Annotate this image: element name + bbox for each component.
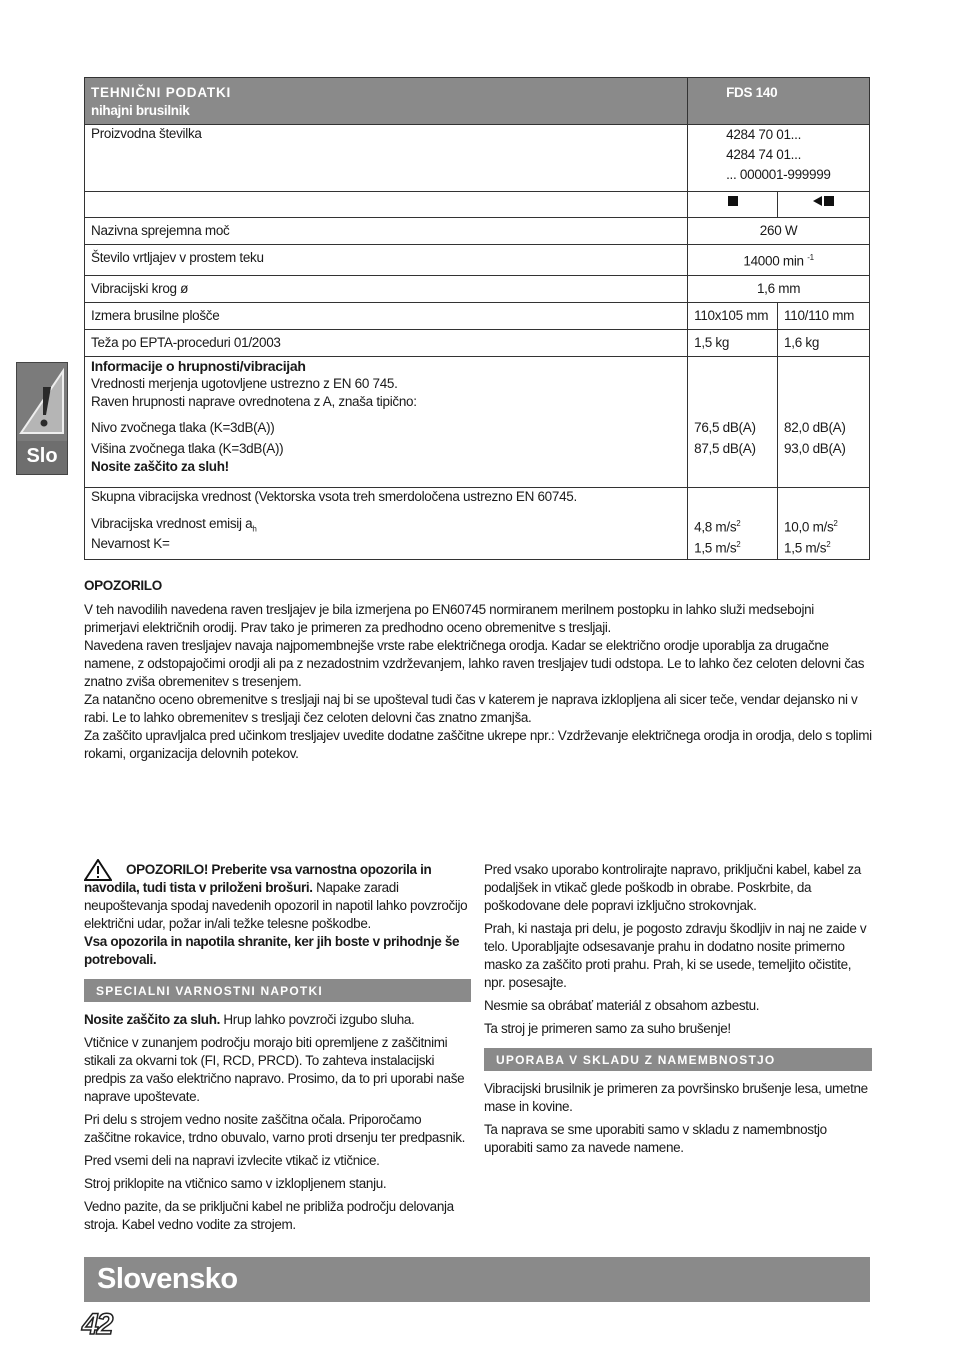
- model-name: FDS 140: [726, 85, 778, 100]
- vibration-warning-paragraph: V teh navodilih navedena raven tresljajev je bila izmerjena po EN60745 normiranem merilnem postopku in lahko služi medsebojni primerjavi električnih orodij. Prav tako je primeren za predhodno oceno obremenitve s tresljaji.: [84, 602, 814, 635]
- technical-data-table: [84, 77, 870, 560]
- language-footer-bar: Slovensko: [84, 1257, 870, 1302]
- unit-exponent: 2: [826, 540, 831, 549]
- intended-use-paragraph: Ta naprava se sme uporabiti samo v skladu z namembnostjo uporabiti samo za navede namene.: [484, 1122, 827, 1155]
- rated-power-value: 260 W: [688, 218, 870, 245]
- vibration-emission-subscript: h: [252, 524, 257, 534]
- table-row: [85, 302, 870, 329]
- table-header-title-cell: [85, 78, 688, 125]
- unit-exponent: 2: [736, 518, 741, 528]
- vibration-warning-paragraph: Navedena raven tresljajev navaja najpomembnejše vrste rabe električnega orodja. Kadar se električno orodje uporablja za drugačne namene, z odstopajočimi orodji ali pa z nezadostnim vzdrževanjem, lahko raven tresljajev tudi odstopa. Le to lahko čez celoten delovni čas znatno zviša obremenitev s tresenjem.: [84, 638, 865, 689]
- vibration-values-2: [778, 487, 870, 559]
- pad-size-label: Izmera brusilne plošče: [85, 302, 688, 329]
- part-number-label: Proizvodna številka: [85, 125, 688, 192]
- safety-paragraph: Vedno pazite, da se priključni kabel ne približa področju delovanja stroja. Kabel vedno vodite za strojem.: [84, 1199, 454, 1232]
- keep-instructions-note: Vsa opozorila in napotila shranite, ker jih boste v prihodnje še potrebovali.: [84, 934, 460, 967]
- vibration-emission-value-1: 4,8 m/s: [694, 519, 737, 534]
- noise-info-title: Informacije o hrupnosti/vibracijah: [91, 357, 306, 374]
- vibration-emission-value-2: 10,0 m/s: [784, 519, 834, 534]
- serial-range: ... 000001-999999: [726, 167, 831, 182]
- general-warning-paragraph: [84, 861, 471, 969]
- sound-pressure-value-2: 82,0 dB(A): [784, 419, 846, 435]
- no-load-speed-cell: [688, 245, 870, 276]
- sound-power-label: Višina zvočnega tlaka (K=3dB(A)): [91, 440, 284, 456]
- noise-values-2: [778, 356, 870, 487]
- noise-info-line2: Raven hrupnosti naprave ovrednotena z A, znaša tipično:: [91, 393, 417, 409]
- table-header-row: [85, 78, 870, 125]
- special-safety-section-title: SPECIALNI VARNOSTNI NAPOTKI: [84, 979, 471, 1002]
- safety-paragraph: Pri delu s strojem vedno nosite zaščitna očala. Priporočamo zaščitne rokavice, trdno obuvalo, varno proti drsenju ter predpasnik.: [84, 1112, 466, 1145]
- no-load-speed-unit-exponent: -1: [807, 253, 814, 262]
- rated-power-label: Nazivna sprejemna moč: [85, 218, 688, 245]
- table-row: [85, 245, 870, 276]
- table-header-model-cell: [688, 78, 870, 125]
- intended-use-paragraph: Vibracijski brusilnik je primeren za površinsko brušenje lesa, umetne mase in kovine.: [484, 1081, 868, 1114]
- table-row: [85, 218, 870, 245]
- vibration-values-1: [688, 487, 778, 559]
- table-row: [85, 329, 870, 356]
- vibration-uncertainty-value-2: 1,5 m/s: [784, 540, 827, 556]
- table-row: [85, 125, 870, 192]
- safety-paragraph: Stroj priklopite na vtičnico samo v izklopljenem stanju.: [84, 1176, 387, 1191]
- weight-value-1: 1,5 kg: [688, 329, 778, 356]
- noise-info-line1: Vrednosti merjenja ugotovljene ustrezno z EN 60 745.: [91, 375, 398, 391]
- vibration-title: Skupna vibracijska vrednost (Vektorska vsota treh smerdoločena ustrezno EN 60745.: [91, 488, 577, 504]
- left-column: [84, 861, 471, 1239]
- vibration-cell: [85, 487, 688, 559]
- vibration-warning-paragraph: Za natančno oceno obremenitve s tresljaji naj bi se upošteval tudi čas v katerem je naprava izklopljena ali sicer teče, vendar dejansko ni v rabi. Le to lahko obremenitev s tresljaji čez celoten delovni čas znatno zmanjša.: [84, 692, 858, 725]
- vibration-uncertainty-label: Nevarnost K=: [91, 536, 170, 552]
- orbit-value: 1,6 mm: [688, 275, 870, 302]
- safety-paragraph: Pred vsemi deli na napravi izvlecite vtikač iz vtičnice.: [84, 1153, 380, 1168]
- table-subtitle: nihajni brusilnik: [91, 103, 190, 118]
- no-load-speed-label: Število vrtljajev v prostem teku: [85, 245, 688, 276]
- right-column: [484, 861, 872, 1162]
- vibration-uncertainty-value-1: 1,5 m/s: [694, 540, 737, 556]
- noise-values-1: [688, 356, 778, 487]
- part-number-1: 4284 70 01...: [726, 127, 802, 142]
- pad-size-value-2: 110/110 mm: [778, 302, 870, 329]
- safety-paragraph: Prah, ki nastaja pri delu, je pogosto zdravju škodljiv in naj ne zaide v telo. Uporabljajte odsesavanje prahu in dodatno nosite primerno masko za zaščito proti prahu. Prah, ki se usede, temeljito očistite, npr. posesajte.: [484, 921, 867, 990]
- safety-paragraph: Nesmie sa obrábať materiál z obsahom azbestu.: [484, 998, 760, 1013]
- no-load-speed-value: 14000 min: [743, 253, 804, 269]
- sound-pressure-value-1: 76,5 dB(A): [694, 419, 756, 435]
- intended-use-section-title: UPORABA V SKLADU Z NAMEMBNOSTJO: [484, 1048, 872, 1071]
- table-title: TEHNIČNI PODATKI: [91, 85, 232, 100]
- part-number-values: [688, 125, 870, 192]
- orbit-label: Vibracijski krog ø: [85, 275, 688, 302]
- table-row: [85, 192, 870, 218]
- sound-power-value-1: 87,5 dB(A): [694, 440, 756, 456]
- sound-power-value-2: 93,0 dB(A): [784, 440, 846, 456]
- vibration-warning-paragraph: Za zaščito upravljalca pred učinkom tresljajev uvedite dodatne zaščitne ukrepe npr.: Vzdrževanje električnega orodja in orodja, delo s toplimi rokami, organizacija delovnih potekov.: [84, 728, 872, 761]
- language-side-tab: [16, 362, 68, 475]
- warning-triangle-icon: [84, 859, 112, 886]
- table-row: [85, 356, 870, 487]
- vibration-warning-text: [84, 601, 872, 763]
- square-pad-icon: [688, 192, 778, 218]
- general-warning-text: Napake zaradi neupoštevanja spodaj navedenih opozoril in napotil lahko povzročijo električni udar, požar in/ali težke telesne poškodbe.: [84, 880, 468, 931]
- vibration-warning-title: OPOZORILO: [84, 578, 162, 593]
- ear-protection-text: Hrup lahko povzroči izgubo sluha.: [220, 1012, 415, 1027]
- language-code: Slo: [26, 445, 58, 467]
- safety-paragraph: Ta stroj je primeren samo za suho brušenje!: [484, 1021, 731, 1036]
- unit-exponent: 2: [833, 518, 838, 528]
- table-row: [85, 275, 870, 302]
- unit-exponent: 2: [736, 540, 741, 549]
- vibration-emission-label: Vibracijska vrednost emisij a: [91, 515, 253, 531]
- safety-paragraph: Pred vsako uporabo kontrolirajte napravo, priključni kabel, kabel za podaljšek in vtikač glede poškodb in obrabe. Poskrbite, da poškodovane dele popravi izključno strokovnjak.: [484, 862, 861, 913]
- page-number: 42: [82, 1308, 112, 1341]
- table-row: [85, 487, 870, 559]
- noise-info-cell: [85, 356, 688, 487]
- weight-value-2: 1,6 kg: [778, 329, 870, 356]
- delta-square-pad-icon: [778, 192, 870, 218]
- safety-paragraph: Vtičnice v zunanjem področju morajo biti opremljene z zaščitnimi stikali za okvarni tok (FI, RCD, PRCD). To zahteva instalacijski predpis za vašo električno napravo. Prosimo, da to pri uporabi naše naprave upoštevate.: [84, 1035, 465, 1104]
- warning-exclamation-icon: [17, 363, 67, 441]
- sound-pressure-label: Nivo zvočnega tlaka (K=3dB(A)): [91, 419, 275, 435]
- ear-protection-bold: Nosite zaščito za sluh.: [84, 1012, 220, 1027]
- weight-label: Teža po EPTA-proceduri 01/2003: [85, 329, 688, 356]
- general-warning-bold: OPOZORILO! Preberite vsa varnostna opozorila in navodila, tudi tista v priloženi brošuri.: [84, 862, 432, 895]
- ear-protection-note: Nosite zaščito za sluh!: [91, 458, 229, 474]
- part-number-2: 4284 74 01...: [726, 147, 802, 162]
- ear-protection-paragraph: [84, 1011, 471, 1029]
- pad-size-value-1: 110x105 mm: [688, 302, 778, 329]
